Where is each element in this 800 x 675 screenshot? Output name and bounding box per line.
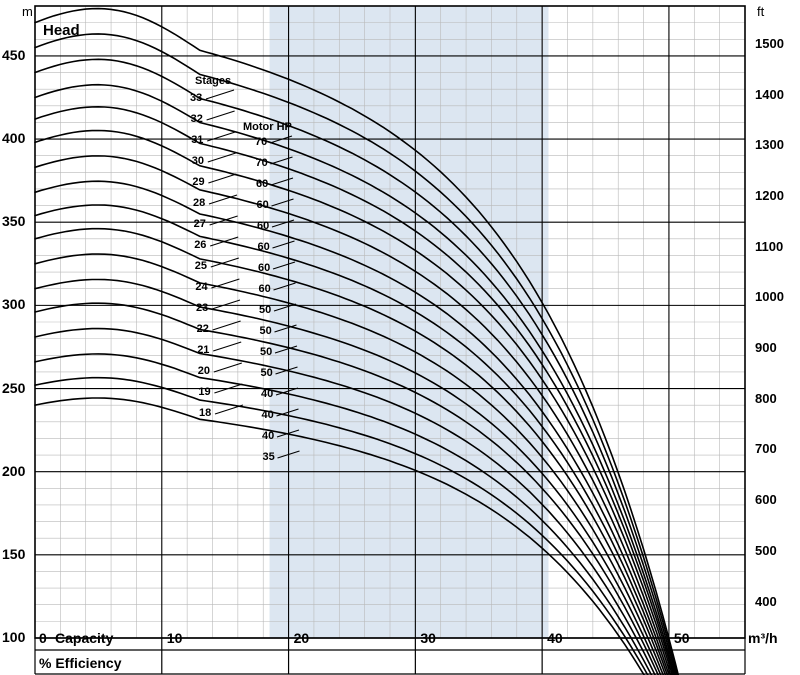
y-right-tick-900: 900 [755, 340, 777, 356]
motor-hp-label-6: 60 [258, 262, 271, 274]
stage-label-27: 27 [193, 218, 206, 230]
capacity-axis-title: Capacity [55, 630, 114, 646]
stage-label-30: 30 [191, 155, 205, 167]
motor-hp-label-3: 60 [256, 199, 269, 211]
y-right-tick-400: 400 [755, 593, 777, 609]
motor-hp-label-7: 60 [258, 283, 271, 295]
stage-label-21: 21 [197, 344, 210, 356]
y-right-tick-1500: 1500 [755, 35, 784, 51]
stage-label-25: 25 [194, 260, 208, 272]
motor-hp-label-0: 70 [255, 136, 268, 148]
y-left-tick-250: 250 [2, 379, 26, 396]
y-left-tick-450: 450 [2, 46, 26, 63]
motor-hp-header-label: Motor HP [243, 121, 292, 133]
stage-label-23: 23 [196, 302, 209, 314]
x-tick-50: 50 [673, 630, 690, 646]
y-right-tick-1100: 1100 [755, 238, 784, 254]
motor-hp-label-13: 40 [261, 409, 274, 421]
y-left-tick-150: 150 [2, 545, 26, 562]
y-left-tick-400: 400 [2, 130, 26, 147]
y-left-tick-350: 350 [2, 213, 26, 230]
stage-label-26: 26 [194, 239, 207, 251]
y-left-tick-200: 200 [2, 462, 26, 479]
stage-label-20: 20 [197, 365, 211, 377]
stage-label-32: 32 [190, 113, 203, 125]
right-axis-unit: ft [757, 4, 765, 19]
motor-hp-label-9: 50 [259, 325, 272, 337]
y-right-tick-800: 800 [755, 390, 777, 406]
x-axis-zero-label: 0 [39, 630, 47, 646]
stage-label-31: 31 [191, 134, 204, 146]
motor-hp-label-11: 50 [260, 367, 273, 379]
y-right-tick-1200: 1200 [755, 187, 784, 203]
x-axis-unit: m³/h [748, 630, 778, 646]
y-left-tick-300: 300 [2, 296, 26, 313]
y-right-tick-1300: 1300 [755, 137, 784, 153]
motor-hp-label-10: 50 [260, 346, 273, 358]
motor-hp-label-4: 60 [257, 220, 270, 232]
stage-label-33: 33 [190, 92, 203, 104]
stage-label-24: 24 [195, 281, 208, 293]
motor-hp-label-1: 70 [255, 157, 268, 169]
stage-label-18: 18 [199, 407, 212, 419]
stage-label-19: 19 [198, 386, 211, 398]
x-tick-40: 40 [547, 630, 563, 646]
y-left-tick-100: 100 [2, 629, 26, 645]
y-right-tick-1000: 1000 [755, 289, 784, 305]
x-tick-10: 10 [166, 630, 183, 646]
stage-label-22: 22 [196, 323, 209, 335]
x-tick-20: 20 [293, 630, 310, 646]
stages-header-label: Stages [195, 75, 232, 87]
x-tick-30: 30 [420, 630, 436, 646]
efficiency-axis-title: % Efficiency [39, 655, 122, 671]
stage-label-29: 29 [192, 176, 205, 188]
y-right-tick-600: 600 [755, 492, 777, 508]
y-right-tick-1400: 1400 [755, 86, 784, 102]
y-right-tick-500: 500 [755, 542, 777, 558]
motor-hp-label-2: 60 [256, 178, 269, 190]
head-axis-title: Head [43, 22, 80, 39]
left-axis-unit: m [22, 4, 33, 19]
y-right-tick-700: 700 [755, 441, 777, 457]
motor-hp-label-12: 40 [261, 388, 274, 400]
motor-hp-label-8: 50 [259, 304, 272, 316]
motor-hp-label-15: 35 [262, 451, 275, 463]
motor-hp-label-14: 40 [262, 430, 275, 442]
motor-hp-label-5: 60 [257, 241, 270, 253]
stage-label-28: 28 [193, 197, 206, 209]
